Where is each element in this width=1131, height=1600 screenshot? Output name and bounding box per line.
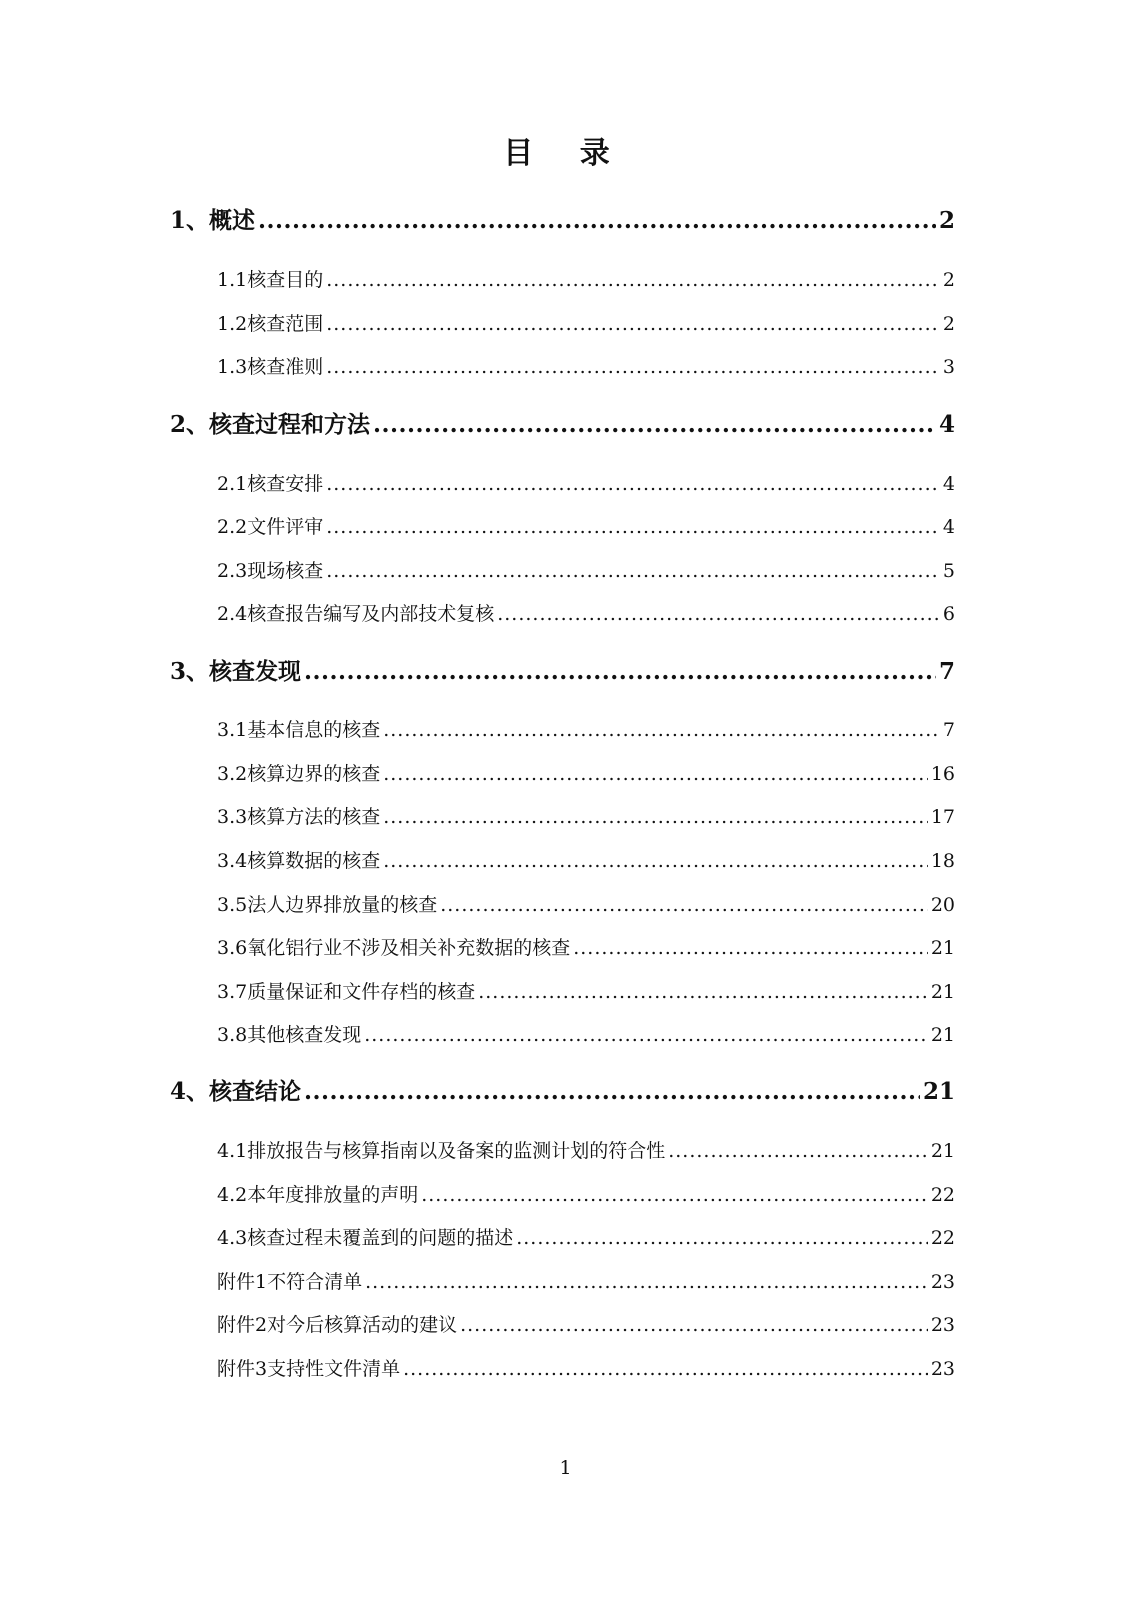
toc-entry-page: 21: [930, 937, 955, 959]
page-number: 1: [559, 1457, 572, 1479]
toc-entry-1-1[interactable]: [217, 263, 955, 297]
toc-entry-page: 3: [942, 356, 955, 378]
toc-entry-page: 22: [930, 1227, 955, 1249]
toc-entry-page: 21: [930, 1024, 955, 1046]
toc-entry-label: 附件2对今后核算活动的建议: [217, 1314, 458, 1336]
toc-entry-4-2[interactable]: [217, 1178, 955, 1212]
toc-dot-leader: [365, 1265, 928, 1299]
toc-entry-label: 1.1核查目的: [217, 269, 324, 291]
toc-dot-leader: [326, 554, 940, 588]
toc-entry-label: 4.2本年度排放量的声明: [217, 1184, 419, 1206]
toc-dot-leader: [403, 1352, 928, 1386]
toc-entry-page: 2: [942, 269, 955, 291]
toc-dot-leader: [383, 800, 928, 834]
toc-entry-label: 2.3现场核查: [217, 560, 324, 582]
toc-entry-label: 1.2核查范围: [217, 313, 324, 335]
page-title: 目 录: [503, 136, 628, 171]
toc-entry-1-3[interactable]: [217, 350, 955, 384]
toc-entry-label: 4、核查结论: [170, 1078, 302, 1105]
toc-dot-leader: [304, 655, 936, 689]
toc-entry-label: 3.2核算边界的核查: [217, 763, 381, 785]
toc-entry-3-2[interactable]: [217, 757, 955, 791]
toc-dot-leader: [383, 713, 940, 747]
toc-entry-3-1[interactable]: [217, 713, 955, 747]
toc-entry-page: 7: [938, 658, 955, 685]
toc-entry-annex-2[interactable]: [217, 1308, 955, 1342]
toc-entry-label: 2.1核查安排: [217, 473, 324, 495]
toc-entry-4-3[interactable]: [217, 1221, 955, 1255]
toc-dot-leader: [383, 844, 928, 878]
toc-dot-leader: [421, 1178, 928, 1212]
toc-dot-leader: [460, 1308, 928, 1342]
toc-entry-label: 3.1基本信息的核查: [217, 719, 381, 741]
toc-entry-page: 2: [938, 207, 955, 234]
toc-dot-leader: [326, 307, 940, 341]
toc-entry-label: 3.5法人边界排放量的核查: [217, 894, 438, 916]
toc-entry-label: 4.1排放报告与核算指南以及备案的监测计划的符合性: [217, 1140, 666, 1162]
toc-entry-label: 3、核查发现: [170, 658, 302, 685]
toc-dot-leader: [326, 350, 940, 384]
toc-entry-page: 4: [942, 473, 955, 495]
toc-entry-1-2[interactable]: [217, 307, 955, 341]
toc-entry-page: 4: [942, 516, 955, 538]
toc-entry-label: 2.2文件评审: [217, 516, 324, 538]
toc-entry-page: 23: [930, 1314, 955, 1336]
toc-entry-4[interactable]: [170, 1075, 955, 1109]
toc-entry-page: 20: [930, 894, 955, 916]
toc-entry-page: 21: [930, 981, 955, 1003]
toc-entry-page: 22: [930, 1184, 955, 1206]
toc-dot-leader: [383, 757, 928, 791]
toc-entry-2-2[interactable]: [217, 510, 955, 544]
toc-entry-page: 23: [930, 1271, 955, 1293]
toc-dot-leader: [326, 467, 940, 501]
toc-dot-leader: [478, 975, 928, 1009]
toc-dot-leader: [497, 597, 940, 631]
toc-entry-label: 2、核查过程和方法: [170, 411, 371, 438]
toc-entry-2[interactable]: [170, 408, 955, 442]
toc-entry-label: 3.3核算方法的核查: [217, 806, 381, 828]
toc-entry-label: 1、概述: [170, 207, 256, 234]
toc-dot-leader: [440, 888, 928, 922]
toc-entry-3-4[interactable]: [217, 844, 955, 878]
toc-entry-label: 1.3核查准则: [217, 356, 324, 378]
toc-dot-leader: [668, 1134, 928, 1168]
toc-entry-label: 3.8其他核查发现: [217, 1024, 362, 1046]
toc-dot-leader: [326, 510, 940, 544]
toc-entry-label: 3.7质量保证和文件存档的核查: [217, 981, 476, 1003]
toc-entry-annex-1[interactable]: [217, 1265, 955, 1299]
toc-dot-leader: [516, 1221, 928, 1255]
toc-entry-2-1[interactable]: [217, 467, 955, 501]
toc-entry-annex-3[interactable]: [217, 1352, 955, 1386]
toc-entry-2-3[interactable]: [217, 554, 955, 588]
toc-entry-page: 2: [942, 313, 955, 335]
toc-entry-3-7[interactable]: [217, 975, 955, 1009]
toc-entry-page: 4: [938, 411, 955, 438]
toc-entry-page: 23: [930, 1358, 955, 1380]
toc-entry-page: 18: [930, 850, 955, 872]
toc-entry-3-5[interactable]: [217, 888, 955, 922]
toc-entry-label: 4.3核查过程未覆盖到的问题的描述: [217, 1227, 514, 1249]
toc-entry-3-8[interactable]: [217, 1018, 955, 1052]
toc-entry-3-6[interactable]: [217, 931, 955, 965]
toc-entry-label: 3.4核算数据的核查: [217, 850, 381, 872]
toc-dot-leader: [326, 263, 940, 297]
toc-entry-page: 16: [930, 763, 955, 785]
toc-entry-page: 7: [942, 719, 955, 741]
toc-entry-page: 21: [922, 1078, 955, 1105]
toc-entry-label: 附件3支持性文件清单: [217, 1358, 401, 1380]
toc-entry-page: 21: [930, 1140, 955, 1162]
toc-entry-label: 2.4核查报告编写及内部技术复核: [217, 603, 495, 625]
toc-entry-3-3[interactable]: [217, 800, 955, 834]
toc-dot-leader: [373, 408, 936, 442]
toc-dot-leader: [304, 1075, 920, 1109]
toc-entry-label: 3.6氧化铝行业不涉及相关补充数据的核查: [217, 937, 571, 959]
toc-entry-4-1[interactable]: [217, 1134, 955, 1168]
toc-entry-label: 附件1不符合清单: [217, 1271, 363, 1293]
toc-dot-leader: [258, 204, 936, 238]
toc-entry-1[interactable]: [170, 204, 955, 238]
toc-entry-3[interactable]: [170, 655, 955, 689]
toc-entry-page: 6: [942, 603, 955, 625]
toc-entry-2-4[interactable]: [217, 597, 955, 631]
toc-dot-leader: [573, 931, 928, 965]
toc-entry-page: 5: [942, 560, 955, 582]
toc-dot-leader: [364, 1018, 928, 1052]
toc-entry-page: 17: [930, 806, 955, 828]
